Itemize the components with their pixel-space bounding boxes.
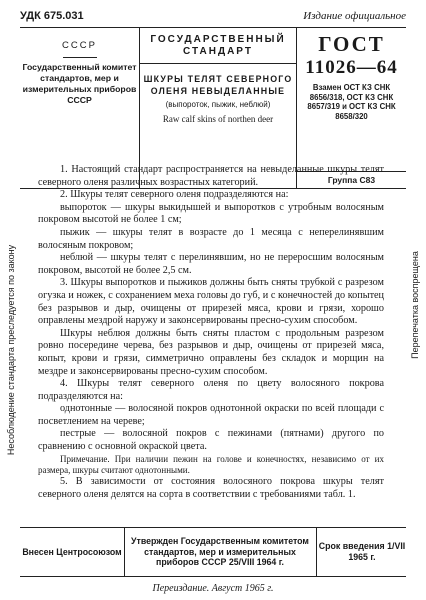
- document-subtitle: (выпороток, пыжик, неблюй): [165, 99, 271, 109]
- committee-label: Государственный комитет стандартов, мер и измерительных приборов СССР: [22, 62, 137, 105]
- group-code: Группа С83: [297, 171, 406, 188]
- paragraph: выпороток — шкуры выкидышей и выпоротков с утробным волосяным покровом высотой не более 1 см;: [38, 201, 384, 226]
- footer-divider: [124, 528, 125, 576]
- paragraph: однотонные — волосяной покров однотонной окраски по всей площади с посветлением на череве;: [38, 403, 384, 427]
- divider: [140, 63, 296, 64]
- paragraph: 5. В зависимости от состояния волосяного покрова шкуры телят северного оленя делятся на сорта в соответствии с требованиями табл. 1.: [38, 476, 384, 500]
- paragraph: пыжик — шкуры телят в возрасте до 1 месяца с неперелинявшим волосяным покровом;: [38, 226, 384, 251]
- side-note-left: [4, 200, 18, 500]
- reissue-note: Переиздание. Август 1965 г.: [152, 583, 274, 594]
- standard-type-line-1: ГОСУДАРСТВЕННЫЙ: [150, 34, 286, 45]
- document-title: ШКУРЫ ТЕЛЯТ СЕВЕРНОГО ОЛЕНЯ НЕВЫДЕЛАННЫЕ: [143, 74, 293, 96]
- side-note-right-text: Перепечатка воспрещена: [410, 251, 420, 359]
- paragraph: 1. Настоящий стандарт распространяется на невыделанные шкуры телят северного оленя различных возрастных категорий.: [38, 164, 384, 188]
- document-title-en: Raw calf skins of northen deer: [162, 113, 274, 124]
- paragraph: 3. Шкуры выпоротков и пыжиков должны быть сняты трубкой с разрезом огузка и ножек, с сохранением меха головы до губ, и с конечностей до копытец без разрывов и дыр, очищены от прирезей мяса, крови и грязи, хорошо оправлены мездрой наружу и законсервированы пресно-сухим способом.: [38, 277, 384, 327]
- standard-type: [140, 34, 296, 58]
- footer-block: [20, 527, 406, 577]
- effective-date: Срок введения 1/VII 1965 г.: [318, 541, 406, 562]
- gost-label: ГОСТ: [318, 32, 385, 56]
- country-label: СССР: [62, 40, 97, 51]
- paragraph: 4. Шкуры телят северного оленя по цвету волосяного покрова подразделяются на:: [38, 378, 384, 402]
- replaces-note: Взамен ОСТ КЗ СНК 8656/318, ОСТ КЗ СНК 8657/319 и ОСТ КЗ СНК 8658/320: [307, 83, 396, 122]
- paragraph: пестрые — волосяной покров с пежинами (пятнами) другого по сравнению с основной окраской цвета.: [38, 428, 384, 453]
- note-paragraph: Примечание. При наличии пежин на голове и конечностях, независимо от их размера, шкуры считают однотонными.: [38, 453, 384, 475]
- side-note-right: [408, 220, 422, 390]
- udk-code: УДК 675.031: [20, 10, 84, 22]
- approved-by: Утвержден Государственным комитетом стандартов, мер и измерительных приборов СССР 25/VIII 1964 г.: [131, 535, 309, 568]
- divider: [63, 57, 97, 58]
- side-note-left-text: Несоблюдение стандарта преследуется по закону: [6, 244, 16, 456]
- submitted-by: Внесен Центросоюзом: [22, 546, 122, 557]
- gost-number: 11026—64: [305, 57, 398, 78]
- edition-label: Издание официальное: [303, 10, 406, 22]
- paragraph: неблюй — шкуры телят с перелинявшим, но не переросшим волосяным покровом, высотой не более 2,5 см.: [38, 252, 384, 276]
- paragraph: 2. Шкуры телят северного оленя подразделяются на:: [60, 189, 289, 201]
- standard-type-line-2: СТАНДАРТ: [183, 46, 253, 57]
- footer-divider: [316, 528, 317, 576]
- paragraph: Шкуры неблюя должны быть сняты пластом с продольным разрезом ровно посередине черева, без разрывов и дыр, очищены от прирезей мяса, копыт, крови и грязи, симметрично оправлены без складок и морщин на мездре и законсервированы пресно-сухим способом.: [38, 327, 384, 377]
- document-body: [38, 164, 384, 501]
